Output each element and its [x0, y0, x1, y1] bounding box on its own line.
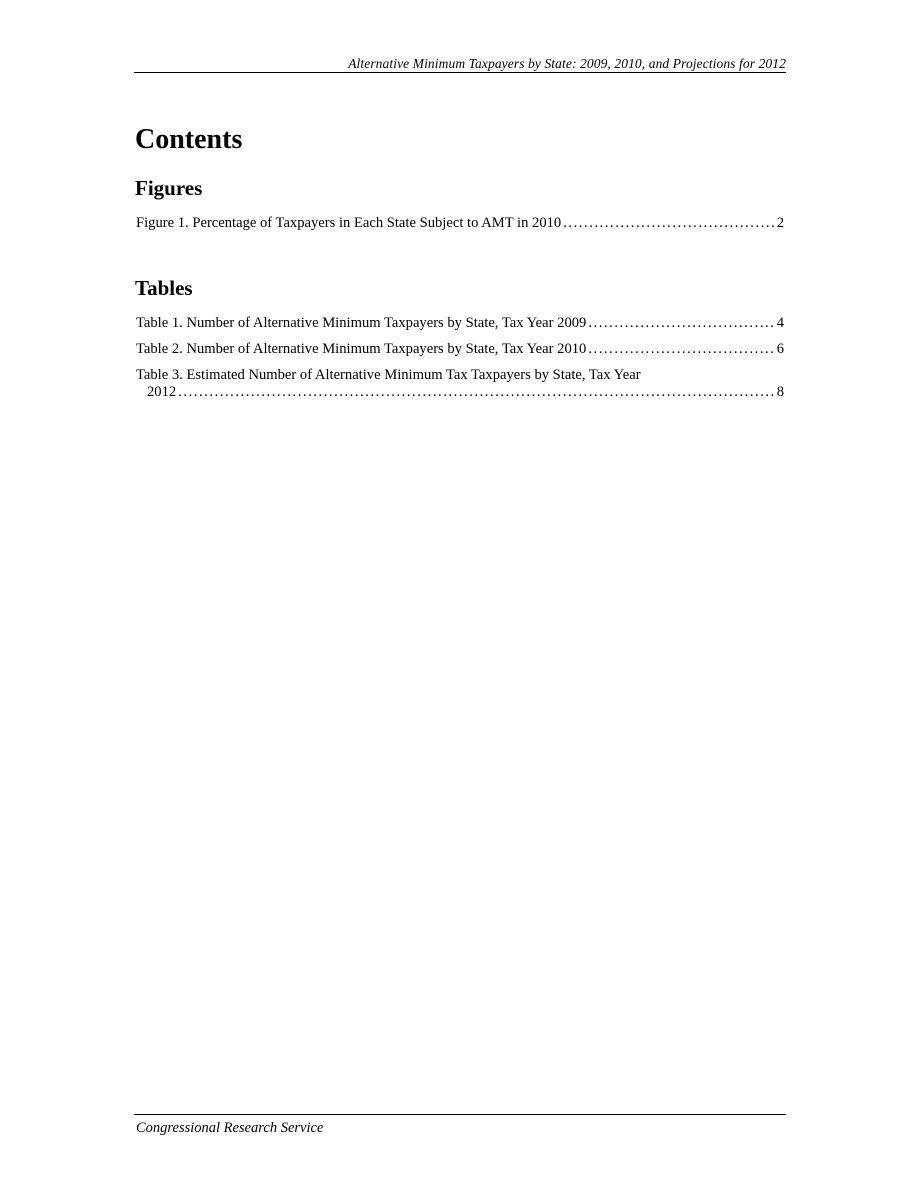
- toc-entry-label: Table 1. Number of Alternative Minimum Taxpayers by State, Tax Year 2009: [136, 315, 587, 331]
- figures-heading: Figures: [135, 176, 203, 200]
- toc-entry-table-2[interactable]: [136, 341, 784, 358]
- toc-page-number: 6: [776, 341, 784, 357]
- toc-entry-label: Table 2. Number of Alternative Minimum Taxpayers by State, Tax Year 2010: [136, 341, 587, 357]
- contents-title: Contents: [135, 124, 243, 155]
- running-footer: Congressional Research Service: [136, 1120, 324, 1136]
- toc-entry-label: Figure 1. Percentage of Taxpayers in Each State Subject to AMT in 2010: [136, 215, 562, 231]
- running-header: Alternative Minimum Taxpayers by State: 2009, 2010, and Projections for 2012: [348, 56, 786, 71]
- dot-leader: [563, 215, 773, 232]
- toc-page-number: 4: [776, 315, 784, 331]
- toc-entry-figure-1[interactable]: [136, 215, 784, 232]
- dot-leader: [588, 315, 773, 332]
- tables-heading: Tables: [135, 276, 193, 300]
- toc-entry-label-line-2: 2012: [147, 384, 177, 400]
- dot-leader: [178, 384, 774, 401]
- toc-page-number: 2: [776, 215, 784, 231]
- dot-leader: [588, 341, 773, 358]
- header-rule: [134, 72, 786, 73]
- toc-entry-table-1[interactable]: [136, 315, 784, 332]
- toc-page-number: 8: [776, 384, 784, 400]
- footer-rule: [134, 1114, 786, 1115]
- toc-entry-label-line-1: Table 3. Estimated Number of Alternative Minimum Tax Taxpayers by State, Tax Year: [136, 367, 641, 383]
- toc-entry-table-3[interactable]: [136, 367, 784, 401]
